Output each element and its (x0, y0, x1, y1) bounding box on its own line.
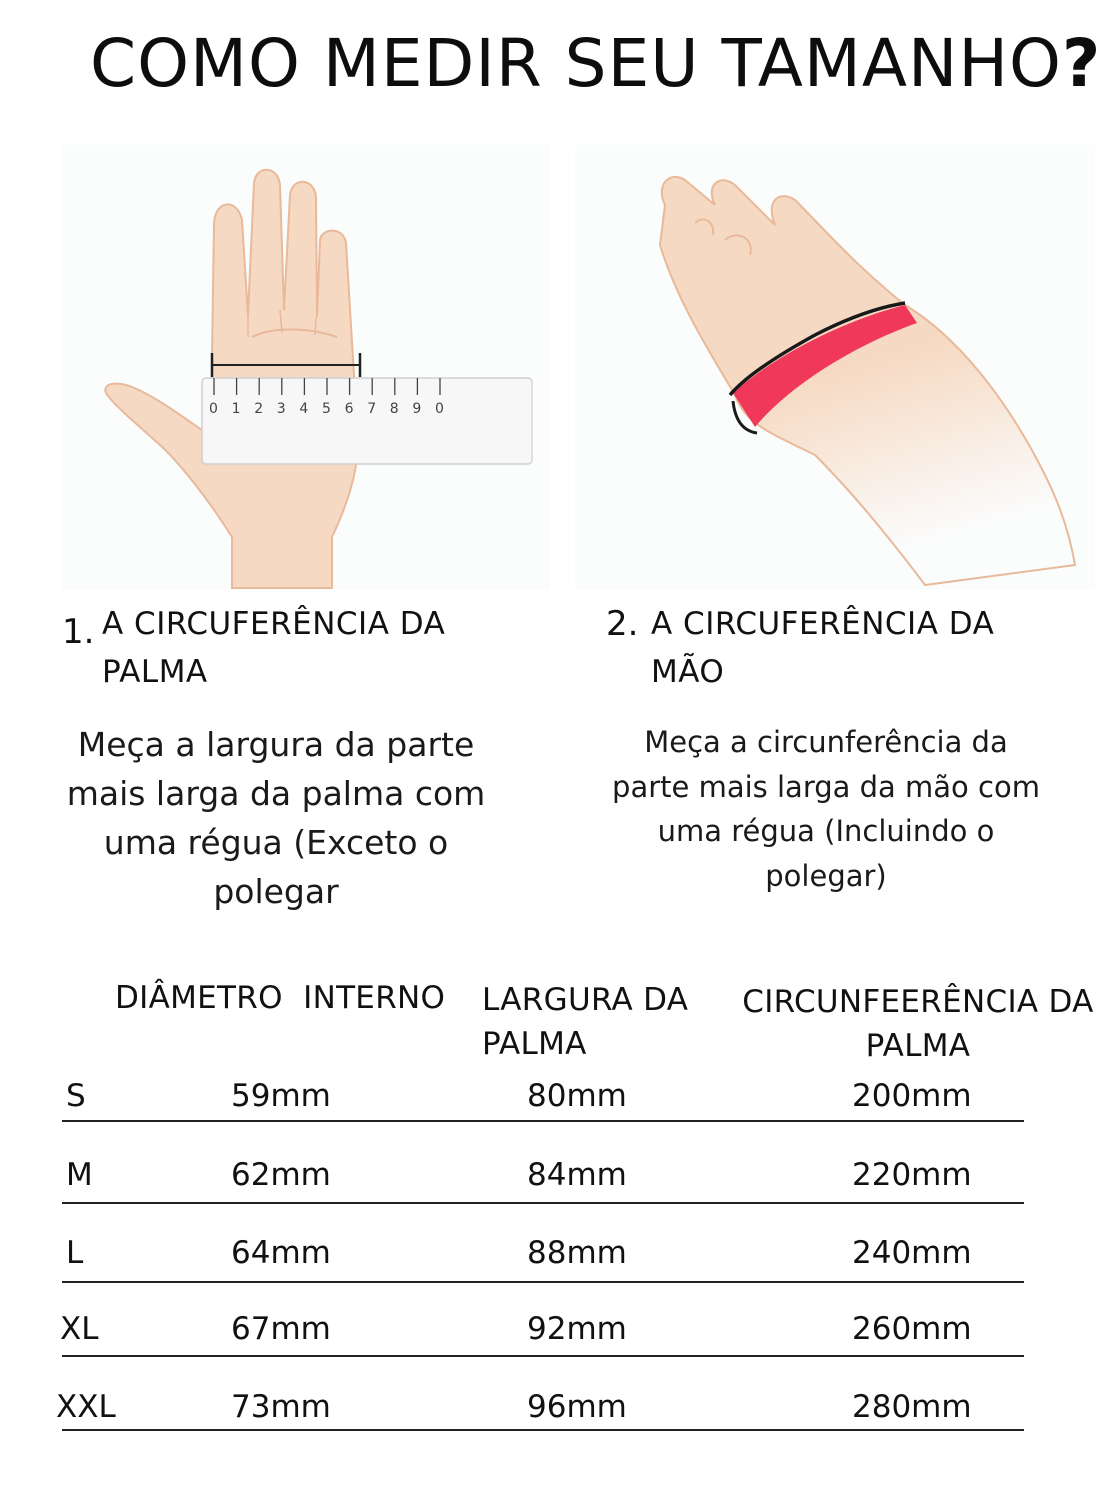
palm-circumference-value: 280mm (852, 1389, 972, 1425)
header-palm-circumference-line1: CIRCUNFEERÊNCIA DA (742, 984, 1094, 1020)
palm-circumference-value: 220mm (852, 1157, 972, 1193)
step-2-title (651, 600, 994, 696)
title-text: COMO MEDIR SEU TAMANHO (90, 25, 1062, 102)
ruler-digit: 4 (299, 401, 309, 417)
ruler-digit: 5 (322, 401, 331, 417)
step-2-desc-line: parte mais larga da mão com (612, 769, 1040, 804)
size-label: L (66, 1235, 84, 1271)
step-1-desc-line: mais larga da palma com (66, 774, 486, 813)
header-palm-circumference-line2: PALMA (865, 1028, 971, 1064)
header-inner-diameter: DIÂMETRO INTERNO (115, 980, 446, 1016)
hand-circumference-band-icon (575, 145, 1095, 590)
row-divider (62, 1120, 1024, 1122)
size-label: XXL (56, 1389, 116, 1425)
palm-circumference-value: 260mm (852, 1311, 972, 1347)
step-1-desc-line: uma régua (Exceto o (103, 823, 449, 862)
header-palm-width-line2: PALMA (482, 1026, 587, 1062)
size-label: M (66, 1157, 93, 1193)
hand-band-illustration (575, 145, 1095, 590)
palm-width-value: 92mm (527, 1311, 627, 1347)
row-divider (62, 1281, 1024, 1283)
row-divider (62, 1355, 1024, 1357)
step-1-number: 1. (62, 612, 95, 652)
ruler-digit: 0 (209, 401, 218, 417)
step-1-title (102, 600, 445, 696)
step-2-title-line2: MÃO (651, 654, 725, 690)
step-2-title-line1: A CIRCUFERÊNCIA DA (651, 606, 995, 642)
step-1-title-line1: A CIRCUFERÊNCIA DA (102, 606, 446, 642)
ruler-digit: 2 (254, 401, 264, 417)
page-title (90, 24, 1100, 104)
row-divider (62, 1429, 1024, 1431)
palm-ruler-illustration (62, 145, 550, 590)
ruler-digit: 1 (231, 401, 241, 417)
palm-circumference-value: 200mm (852, 1078, 972, 1114)
step-2-number: 2. (606, 604, 639, 644)
step-1-desc-line: Meça a largura da parte (77, 725, 475, 764)
step-2-desc-line: Meça a circunferência da (644, 725, 1008, 759)
ruler-digit: 3 (276, 401, 286, 417)
title-question-mark: ? (1061, 25, 1102, 102)
palm-width-value: 88mm (527, 1235, 627, 1271)
step-1-desc-line: polegar (213, 872, 339, 911)
header-palm-width (482, 978, 688, 1066)
size-label: S (66, 1078, 86, 1114)
header-palm-circumference (733, 980, 1103, 1068)
palm-width-value: 96mm (527, 1389, 627, 1425)
row-divider (62, 1202, 1024, 1204)
ruler-digit: 0 (435, 401, 444, 417)
step-1-description (62, 720, 490, 916)
inner-diameter-value: 73mm (231, 1389, 331, 1425)
header-palm-width-line1: LARGURA DA (482, 982, 689, 1018)
step-2-desc-line: uma régua (Incluindo o (657, 814, 995, 848)
step-1-title-line2: PALMA (102, 654, 208, 690)
step-2-desc-line: polegar) (765, 858, 887, 893)
inner-diameter-value: 59mm (231, 1078, 331, 1114)
ruler-digit: 6 (344, 401, 354, 417)
inner-diameter-value: 62mm (231, 1157, 331, 1193)
ruler-digit: 7 (367, 401, 377, 417)
size-label: XL (60, 1311, 99, 1347)
palm-circumference-value: 240mm (852, 1235, 972, 1271)
palm-width-value: 84mm (527, 1157, 627, 1193)
ruler-digit: 9 (412, 401, 422, 417)
ruler-digit: 8 (389, 401, 399, 417)
step-2-description (596, 720, 1056, 898)
inner-diameter-value: 67mm (231, 1311, 331, 1347)
palm-width-value: 80mm (527, 1078, 627, 1114)
hand-palm-ruler-icon (62, 145, 550, 590)
inner-diameter-value: 64mm (231, 1235, 331, 1271)
